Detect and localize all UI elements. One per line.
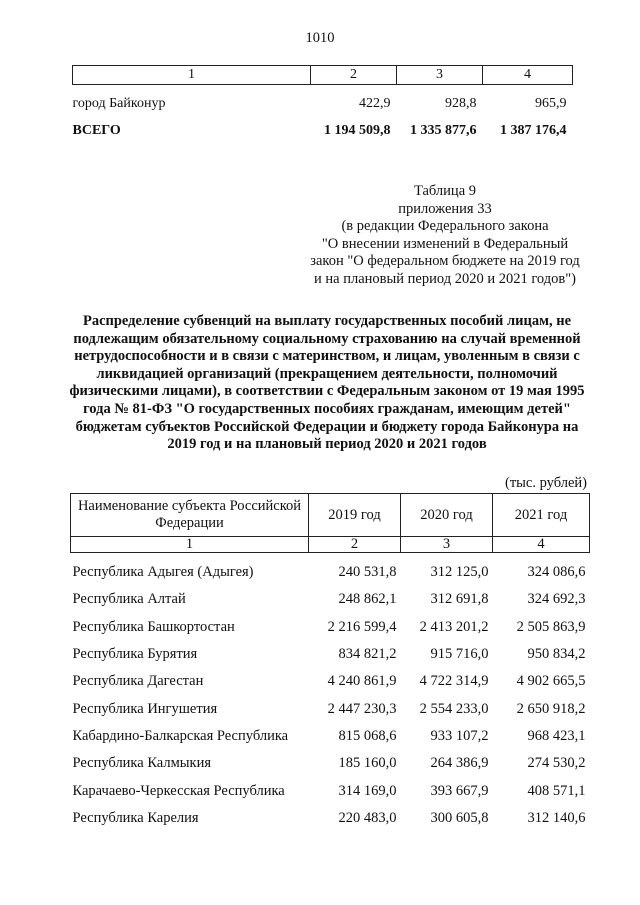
region-name: Республика Карелия	[72, 809, 199, 826]
total-2021: 1 387 176,4	[500, 123, 567, 138]
subventions-table	[70, 493, 590, 832]
value-2020: 915 716,0	[430, 646, 489, 663]
value-2020: 312 125,0	[430, 564, 489, 581]
document-title: Распределение субвенций на выплату государственных пособий лицам, не подлежащим обязательному социальному страхованию на случай временной нетрудоспособности и в связи с материнством, и лицам, уволенным в связи с ликвидацией организаций (прекращением деятельности, полномочий физическими лицами), в соответствии с Федеральным законом от 19 мая 1995 года № 81-ФЗ "О государственных пособиях гражданам, имеющим детей" бюджетам субъектов Российской Федерации и бюджету города Байконура на 2019 год и на плановый период 2020 и 2021 годов	[69, 313, 585, 453]
column-number: 3	[397, 66, 483, 85]
value-2019: 2 447 230,3	[327, 700, 397, 717]
column-number: 2	[309, 537, 401, 553]
value-2019: 834 821,2	[338, 646, 397, 663]
table-row	[71, 586, 590, 613]
value-2021: 965,9	[535, 96, 567, 111]
value-2019: 422,9	[359, 96, 391, 111]
amendment-line: закон "О федеральном бюджете на 2019 год	[310, 253, 580, 269]
region-name: Республика Алтай	[72, 591, 186, 608]
value-2019: 185 160,0	[338, 755, 397, 772]
continuation-table	[72, 65, 573, 139]
region-name: Республика Бурятия	[72, 646, 198, 663]
value-2021: 950 834,2	[527, 646, 586, 663]
value-2019: 4 240 861,9	[327, 673, 397, 690]
value-2020: 4 722 314,9	[419, 673, 489, 690]
region-name: Республика Дагестан	[72, 673, 204, 690]
column-number: 2	[311, 66, 397, 85]
region-name: Республика Адыгея (Адыгея)	[72, 564, 254, 581]
table-row	[71, 750, 590, 777]
value-2019: 2 216 599,4	[327, 618, 397, 635]
amendment-line: "О внесении изменений в Федеральный	[321, 235, 569, 252]
table-row	[71, 805, 590, 832]
value-2021: 4 902 665,5	[516, 673, 586, 690]
table-row	[71, 668, 590, 695]
value-2020: 312 691,8	[430, 591, 489, 608]
table-row	[71, 723, 590, 750]
value-2021: 968 423,1	[527, 727, 586, 744]
header-2020: 2020 год	[401, 494, 493, 537]
region-name: Карачаево-Черкесская Республика	[72, 782, 285, 799]
amendment-line: (в редакции Федерального закона	[341, 218, 549, 234]
value-2020: 300 605,8	[430, 809, 489, 826]
total-label: ВСЕГО	[72, 123, 121, 138]
column-number: 4	[483, 66, 573, 85]
region-name: Республика Ингушетия	[72, 700, 218, 717]
value-2019: 248 862,1	[338, 591, 397, 608]
table-row	[71, 553, 590, 587]
table-row	[71, 777, 590, 804]
header-2021: 2021 год	[493, 494, 590, 537]
page-number: 1010	[305, 30, 335, 46]
value-2020: 2 554 233,0	[419, 700, 489, 717]
value-2021: 324 692,3	[527, 591, 586, 608]
value-2021: 312 140,6	[527, 809, 586, 826]
value-2019: 314 169,0	[338, 782, 397, 799]
value-2020: 393 667,9	[430, 782, 489, 799]
value-2020: 928,8	[445, 96, 477, 111]
units-label: (тыс. рублей)	[505, 475, 587, 491]
column-number: 3	[401, 537, 493, 553]
value-2019: 240 531,8	[338, 564, 397, 581]
total-row	[73, 117, 573, 139]
region-name: Кабардино-Балкарская Республика	[72, 727, 289, 744]
column-numbers-row	[71, 537, 590, 553]
header-region: Наименование субъекта Российской Федерации	[71, 494, 309, 537]
table-header-row	[71, 494, 590, 537]
table-row	[71, 614, 590, 641]
region-name: Республика Калмыкия	[72, 755, 211, 772]
table-label: Таблица 9	[413, 183, 476, 199]
continuation-header-row	[73, 66, 573, 85]
table-row	[71, 695, 590, 722]
value-2021: 2 505 863,9	[516, 618, 586, 635]
value-2021: 324 086,6	[527, 564, 586, 581]
column-number: 4	[493, 537, 590, 553]
attachment-reference	[300, 183, 590, 288]
region-name: Республика Башкортостан	[72, 618, 235, 635]
total-2020: 1 335 877,6	[410, 123, 477, 138]
total-2019: 1 194 509,8	[324, 123, 391, 138]
value-2020: 264 386,9	[430, 755, 489, 772]
appendix-label: приложения 33	[398, 200, 492, 217]
value-2021: 2 650 918,2	[516, 700, 586, 717]
value-2019: 815 068,6	[338, 727, 397, 744]
value-2021: 274 530,2	[527, 755, 586, 772]
amendment-line: и на плановый период 2020 и 2021 годов")	[314, 270, 576, 287]
value-2020: 933 107,2	[430, 727, 489, 744]
value-2021: 408 571,1	[527, 782, 586, 799]
value-2019: 220 483,0	[338, 809, 397, 826]
region-name: город Байконур	[72, 96, 166, 111]
table-row	[71, 641, 590, 668]
column-number: 1	[73, 66, 311, 85]
table-row	[73, 85, 573, 118]
column-number: 1	[71, 537, 309, 553]
value-2020: 2 413 201,2	[419, 618, 489, 635]
header-2019: 2019 год	[309, 494, 401, 537]
